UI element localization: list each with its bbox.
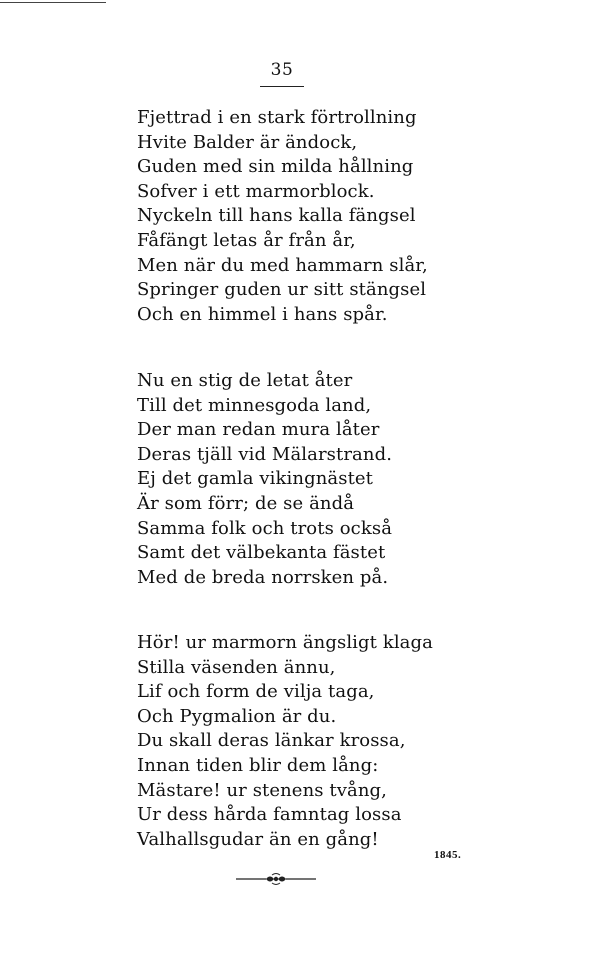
poem-line: Guden med sin milda hållning bbox=[137, 156, 414, 178]
poem-line: Der man redan mura låter bbox=[137, 419, 380, 441]
poem-line: Och Pygmalion är du. bbox=[137, 705, 337, 727]
poem-line: Du skall deras länkar krossa, bbox=[137, 730, 406, 752]
page-number: 35 bbox=[270, 60, 294, 80]
top-edge-rule bbox=[0, 2, 106, 3]
poem-line: Stilla väsenden ännu, bbox=[137, 656, 336, 678]
poem-line: Springer guden ur sitt stängsel bbox=[137, 279, 427, 301]
poem-line: Hör! ur marmorn ängsligt klaga bbox=[137, 632, 433, 653]
page-number-rule bbox=[260, 86, 304, 87]
poem-line: Innan tiden blir dem lång: bbox=[137, 754, 379, 776]
poem-line: Fjettrad i en stark förtrollning bbox=[137, 107, 417, 128]
poem-line: Men när du med hammarn slår, bbox=[137, 254, 428, 276]
fleuron-icon bbox=[236, 872, 316, 886]
poem-line: Deras tjäll vid Mälarstrand. bbox=[137, 443, 393, 465]
poem-line: Samma folk och trots också bbox=[137, 517, 393, 539]
poem-line: Ur dess hårda famntag lossa bbox=[137, 804, 402, 826]
stanza-3 bbox=[137, 631, 433, 852]
poem-line: Hvite Balder är ändock, bbox=[137, 131, 358, 153]
stanza-1 bbox=[137, 106, 428, 327]
poem-line: Nyckeln till hans kalla fängsel bbox=[137, 205, 416, 227]
poem-line: Lif och form de vilja taga, bbox=[137, 681, 375, 703]
poem-line: Fåfängt letas år från år, bbox=[137, 229, 356, 251]
poem-line: Valhallsgudar än en gång! bbox=[137, 828, 379, 850]
poem-line: Med de breda norrsken på. bbox=[137, 566, 389, 588]
poem-line: Mästare! ur stenens tvång, bbox=[137, 779, 387, 801]
poem-line: Nu en stig de letat åter bbox=[137, 370, 353, 391]
poem-line: Är som förr; de se ändå bbox=[137, 492, 355, 514]
stanza-2 bbox=[137, 369, 392, 590]
poem-line: Ej det gamla vikingnästet bbox=[137, 468, 373, 490]
poem-line: Sofver i ett marmorblock. bbox=[137, 180, 375, 202]
poem-line: Och en himmel i hans spår. bbox=[137, 303, 388, 325]
poem-line: Samt det välbekanta fästet bbox=[137, 542, 386, 564]
year-date: 1845. bbox=[434, 849, 462, 861]
poem-line: Till det minnesgoda land, bbox=[137, 394, 372, 416]
